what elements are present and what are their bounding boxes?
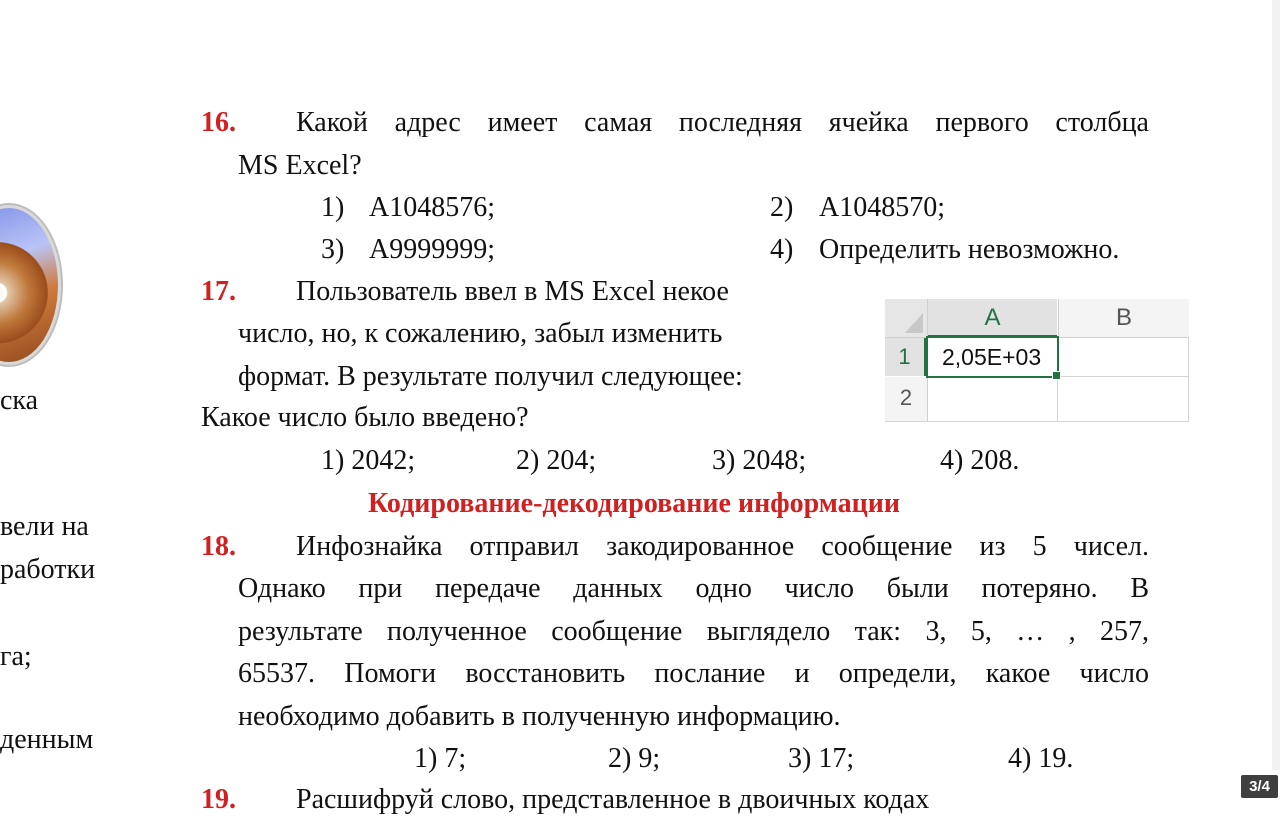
- left-fragment-line: денным: [0, 724, 94, 755]
- option-text: 2) 204;: [516, 445, 597, 476]
- left-fragment-line: вели на: [0, 511, 89, 542]
- question-text: формат. В результате получил следующее:: [238, 361, 743, 392]
- option-number: 3): [321, 234, 345, 265]
- option-text: A9999999;: [369, 234, 495, 265]
- row-header-1: 1: [885, 338, 927, 376]
- column-header-b: B: [1058, 299, 1189, 338]
- left-fragment-line: га;: [0, 641, 32, 672]
- question-text: Пользователь ввел в MS Excel некое: [296, 276, 729, 307]
- option-text: Определить невозможно.: [819, 234, 1120, 265]
- left-fragment-line: работки: [0, 554, 96, 585]
- question-text: Расшифруй слово, представленное в двоичных кодах: [296, 784, 930, 815]
- option-number: 2): [770, 192, 794, 223]
- question-number: 18.: [201, 531, 236, 562]
- option-text: 4) 208.: [940, 445, 1020, 476]
- question-number: 16.: [201, 107, 236, 138]
- cell-a1: [926, 336, 1059, 378]
- option-number: 1): [321, 192, 345, 223]
- option-text: 1) 2042;: [321, 445, 416, 476]
- question-number: 17.: [201, 276, 236, 307]
- spreadsheet-image: [885, 299, 1189, 422]
- section-heading: Кодирование-декодирование информации: [368, 488, 901, 519]
- cell-a1-value: 2,05E+03: [942, 344, 1042, 370]
- page-indicator: 3/4: [1241, 775, 1278, 798]
- scrollbar[interactable]: [1272, 0, 1280, 770]
- option-text: 4) 19.: [1008, 743, 1074, 774]
- fill-handle: [1052, 371, 1061, 380]
- question-text: Какое число было введено?: [201, 402, 529, 433]
- option-text: A1048570;: [819, 192, 945, 223]
- option-number: 4): [770, 234, 794, 265]
- question-text: Какой адрес имеет самая последняя ячейка первого столбца: [296, 107, 1149, 138]
- question-text: результате полученное сообщение выглядело так: 3, 5, … , 257,: [238, 616, 1149, 647]
- option-text: 3) 2048;: [712, 445, 807, 476]
- question-text: число, но, к сожалению, забыл изменить: [238, 318, 723, 349]
- option-text: A1048576;: [369, 192, 495, 223]
- question-text: MS Excel?: [238, 150, 362, 181]
- select-all-corner: [885, 299, 928, 338]
- option-text: 2) 9;: [608, 743, 661, 774]
- disc-image: [0, 208, 58, 362]
- column-header-a: A: [928, 299, 1057, 338]
- question-text: необходимо добавить в полученную информацию.: [238, 701, 841, 732]
- row-header-2: 2: [885, 377, 928, 421]
- question-text: Однако при передаче данных одно число были потеряно. В: [238, 573, 1149, 604]
- question-text: 65537. Помоги восстановить послание и определи, какое число: [238, 658, 1149, 689]
- option-text: 1) 7;: [414, 743, 467, 774]
- option-text: 3) 17;: [788, 743, 855, 774]
- question-number: 19.: [201, 784, 236, 815]
- question-text: Инфознайка отправил закодированное сообщение из 5 чисел.: [296, 531, 1149, 562]
- left-fragment-line: ска: [0, 385, 39, 416]
